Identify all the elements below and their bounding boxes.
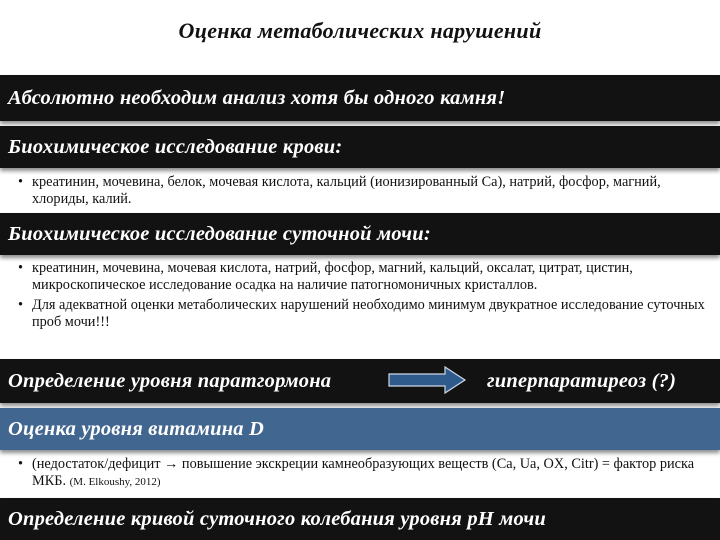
bar-urine-test xyxy=(0,213,720,255)
slide-title: Оценка метаболических нарушений xyxy=(178,18,542,43)
vitamin-d-list xyxy=(18,456,708,490)
list-item xyxy=(18,260,708,293)
list-item-text: креатинин, мочевина, белок, мочевая кислота, кальций (ионизированный Са), натрий, фосфор, магний, хлориды, калий. xyxy=(32,174,661,207)
bar-stone-analysis-label: Абсолютно необходим анализ хотя бы одного камня! xyxy=(8,86,506,109)
bar-urine-test-label: Биохимическое исследование суточной мочи: xyxy=(8,222,431,245)
bar-ph-curve xyxy=(0,498,720,540)
bullet-marker: • xyxy=(18,297,24,313)
right-arrow-icon xyxy=(387,365,467,395)
urine-test-list xyxy=(18,260,708,330)
list-item xyxy=(18,297,708,330)
list-item-text: Для адекватной оценки метаболических нарушений необходимо минимум двукратное исследование суточных проб мочи!!! xyxy=(32,297,705,330)
list-item-text xyxy=(32,456,708,490)
vitamin-d-text: (недостаток/дефицит → повышение экскреции камнеобразующих веществ (Ca, Ua, OX, Citr) = фактор риска МКБ. xyxy=(32,456,695,489)
bullet-marker: • xyxy=(18,260,24,276)
bar-blood-test xyxy=(0,126,720,168)
bar-pth-result xyxy=(487,359,720,403)
bar-pth-label: Определение уровня паратгормона xyxy=(8,369,332,392)
bullet-marker: • xyxy=(18,174,24,190)
bar-stone-analysis xyxy=(0,75,720,121)
list-item-text: креатинин, мочевина, мочевая кислота, натрий, фосфор, магний, кальций, оксалат, цитрат, цистин, микроскопическое исследование осадка на наличие патогномоничных кристаллов. xyxy=(32,260,633,293)
bar-pth-result-label: гиперпаратиреоз (?) xyxy=(487,369,677,392)
citation: (M. Elkoushy, 2012) xyxy=(69,475,161,488)
bar-ph-curve-label: Определение кривой суточного колебания уровня рН мочи xyxy=(8,507,546,530)
bullet-marker: • xyxy=(18,456,24,472)
blood-test-list xyxy=(18,174,708,207)
list-item xyxy=(18,456,708,490)
list-item xyxy=(18,174,708,207)
bar-vitamin-d xyxy=(0,408,720,450)
bar-vitamin-d-label: Оценка уровня витамина D xyxy=(8,417,265,440)
bar-blood-test-label: Биохимическое исследование крови: xyxy=(8,135,343,158)
